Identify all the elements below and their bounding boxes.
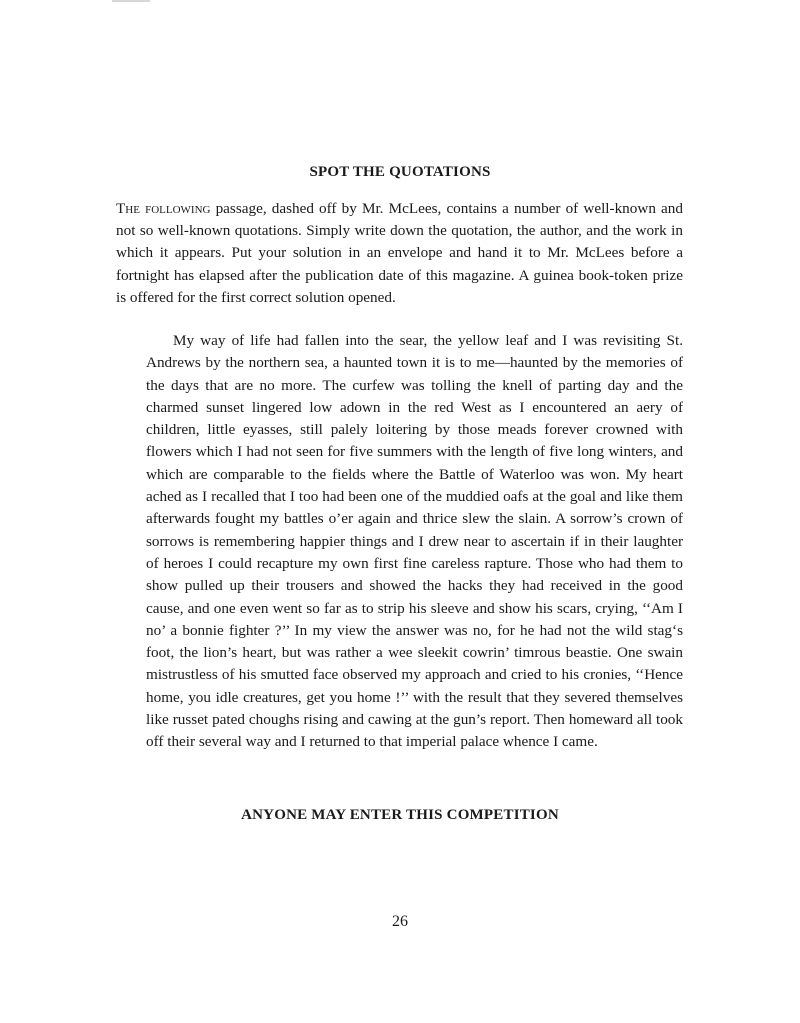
page-number: 26 (392, 913, 408, 930)
page-title: SPOT THE QUOTATIONS (309, 164, 491, 180)
scan-artifact (112, 0, 150, 2)
intro-paragraph (116, 198, 683, 309)
competition-heading: ANYONE MAY ENTER THIS COMPETITION (241, 807, 559, 823)
intro-lead-in: The following (116, 200, 211, 217)
intro-text: passage, dashed off by Mr. McLees, contains a number of well-known and not so well-known quotations. Simply write down the quotation, the author, and the work in which it appears. Put your solution in an envelope and hand it to Mr. McLees before a fortnight has elapsed after the publication date of this magazine. A guinea book-token prize is offered for the first correct solution opened. (116, 200, 683, 306)
quotation-passage: My way of life had fallen into the sear, the yellow leaf and I was revisiting St. Andrews by the northern sea, a haunted town it is to me—haunted by the memories of the days that are no more. The curfew was tolling the knell of parting day and the charmed sunset lingered low adown in the red West as I encountered an aery of children, little eyasses, still palely loitering by those meads forever crowned with flowers which I had not seen for five summers with the length of five long winters, and which are comparable to the fields where the Battle of Waterloo was won. My heart ached as I recalled that I too had been one of the muddied oafs at the goal and like them afterwards fought my battles o’er again and thrice slew the slain. A sorrow’s crown of sorrows is remembering happier things and I drew near to ascertain if in their laughter of heroes I could recapture my own first fine careless rapture. Those who had them to show pulled up their trousers and showed the hacks they had received in the good cause, and one even went so far as to strip his sleeve and show his scars, crying, ‘‘Am I no’ a bonnie fighter ?’’ In my view the answer was no, for he had not the wild stag‘s foot, the lion’s heart, but was rather a wee sleekit cowrin’ timrous beastie. One swain mistrustless of his smutted face observed my approach and cried to his cronies, ‘‘Hence home, you idle creatures, get you home !’’ with the result that they severed themselves like russet pated choughs rising and cawing at the gun’s report. Then homeward all took off their several way and I returned to that imperial palace whence I came. (146, 332, 683, 751)
